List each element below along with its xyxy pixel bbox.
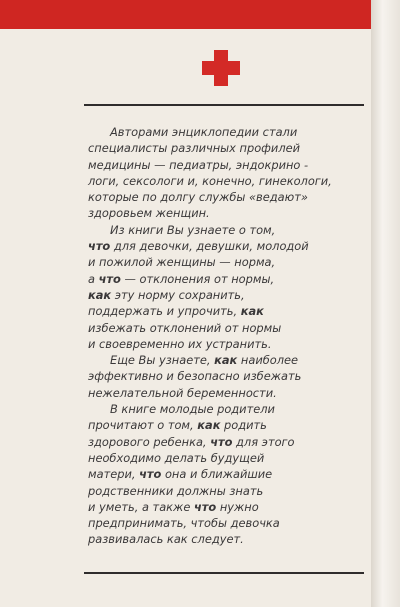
paragraph-parents: В книге молодые родители прочитают о том, как родить здорового ребенка, что для этого необходимо делать будущей матери, что она и ближайшие родственники должны знать и уметь, а также что нужно предпринимать, чтобы девочка развивалась как следует. xyxy=(88,402,295,547)
red-cross-icon xyxy=(202,50,240,86)
page-edge xyxy=(371,0,400,607)
top-divider xyxy=(84,104,364,106)
paragraph-authors: Авторами энциклопедии стали специалисты различных профилей медицины — педиатры, эндокрино - логи, сексологи и, конечно, гинекологи, которые по долгу службы «ведают» здоровьем женщин. xyxy=(88,125,332,221)
paragraph-pregnancy: Еще Вы узнаете, как наиболее эффективно и безопасно избежать нежелательной беременности. xyxy=(88,353,302,400)
body-text xyxy=(88,124,358,548)
paragraph-learn: Из книги Вы узнаете о том, что для девочки, девушки, молодой и пожилой женщины — норма, а что — отклонения от нормы, как эту норму сохранить, поддержать и упрочить, как избежать отклонений от нормы и своевременно их устранить. xyxy=(88,222,309,351)
top-red-band xyxy=(0,0,371,29)
bottom-divider xyxy=(84,572,364,574)
